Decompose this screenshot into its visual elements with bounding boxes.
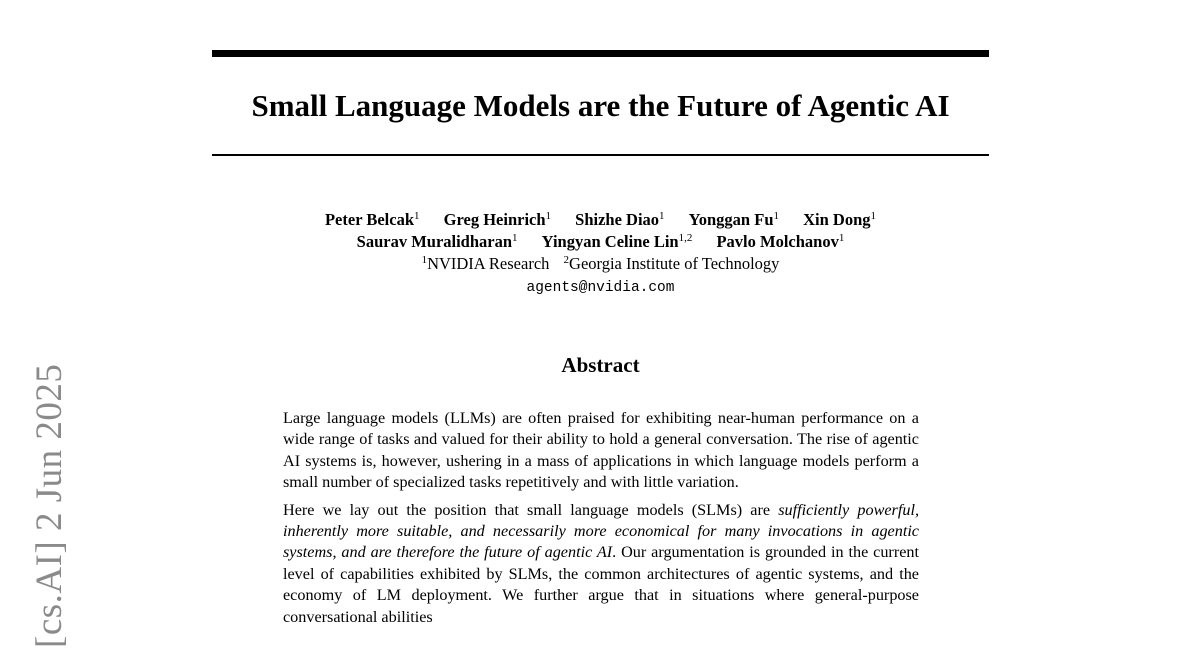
affiliation: $^1$NVIDIA Research: [421, 254, 550, 273]
title-bottom-rule: [212, 154, 989, 156]
abstract-body: [283, 408, 919, 634]
contact-email: agents@nvidia.com: [526, 280, 675, 296]
abstract-heading: Abstract: [561, 353, 640, 377]
author-line-1: [212, 209, 989, 231]
arxiv-side-stamp: [cs.AI] 2 Jun 2025: [29, 363, 70, 648]
author: Yonggan Fu$^1$: [688, 210, 779, 229]
author-line-2: [212, 231, 989, 253]
author: Peter Belcak$^1$: [324, 210, 420, 229]
abstract-paragraph-1: Large language models (LLMs) are often praised for exhibiting near-human performance on a wide range of tasks and valued for their ability to hold a general conversation. The rise of agentic AI systems is, however, ushering in a mass of applications in which language models perform a small number of specialized tasks repetitively and with little variation.: [283, 409, 919, 492]
author: Pavlo Molchanov$^1$: [716, 232, 845, 251]
author: Saurav Muralidharan$^1$: [356, 232, 518, 251]
paper-title: Small Language Models are the Future of Agentic AI: [251, 88, 950, 123]
author: Greg Heinrich$^1$: [443, 210, 552, 229]
affiliation: $^2$Georgia Institute of Technology: [563, 254, 780, 273]
author: Shizhe Diao$^1$: [575, 210, 665, 229]
author-block: [212, 209, 989, 299]
title-top-rule: [212, 50, 989, 57]
author: Yingyan Celine Lin$^{1,2}$: [541, 232, 693, 251]
author: Xin Dong$^1$: [803, 210, 877, 229]
affiliation-line: [212, 253, 989, 275]
abstract-paragraph-2: Here we lay out the position that small language models (SLMs) are sufficiently powerful, inherently more suitable, and necessarily more economical for many invocations in agentic systems, and are therefore the future of agentic AI. Our argumentation is grounded in the current level of capabilities exhibited by SLMs, the common architectures of agentic systems, and the economy of LM deployment. We further argue that in situations where general-purpose conversational abilities: [283, 500, 919, 626]
email-line: [212, 275, 989, 299]
